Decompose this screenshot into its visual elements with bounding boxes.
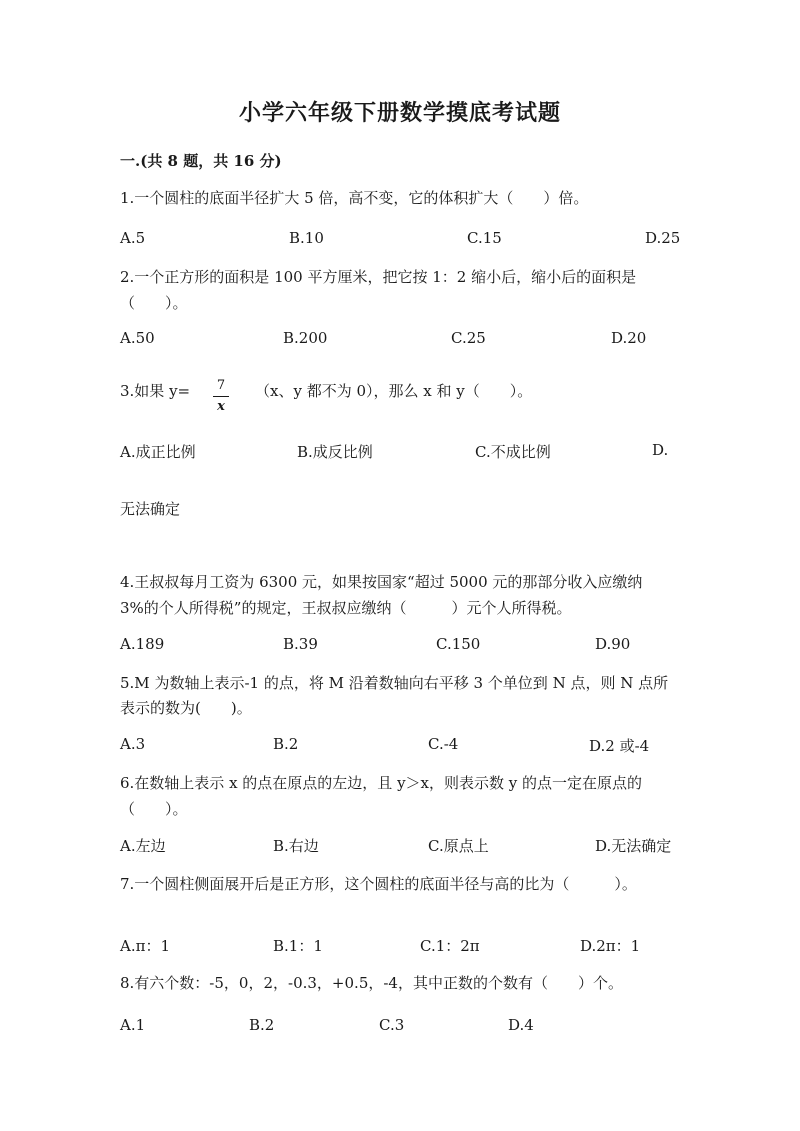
- option-a: A.左边: [120, 837, 166, 855]
- option-b: B.1：1: [273, 937, 323, 955]
- page-title: 小学六年级下册数学摸底考试题: [238, 101, 561, 126]
- option-d: D.90: [595, 635, 631, 653]
- option-d: D.20: [611, 329, 647, 347]
- option-a: A.50: [120, 329, 155, 347]
- fraction-numerator: 7: [216, 378, 226, 393]
- option-d: D.2π：1: [580, 937, 641, 955]
- option-d: D.: [652, 441, 669, 459]
- option-b: B.2: [249, 1016, 275, 1034]
- option-c: C.25: [451, 329, 486, 347]
- question-text: 2.一个正方形的面积是 100 平方厘米，把它按 1：2 缩小后，缩小后的面积是: [120, 268, 637, 286]
- option-b: B.200: [283, 329, 328, 347]
- option-a: A.π：1: [120, 937, 171, 955]
- option-c: C.15: [467, 229, 502, 247]
- fraction-denominator: x: [217, 399, 225, 414]
- option-b: B.右边: [273, 837, 319, 855]
- option-b: B.39: [283, 635, 318, 653]
- option-c: C.1：2π: [420, 937, 480, 955]
- option-d: D.4: [508, 1016, 534, 1034]
- option-a: A.3: [120, 735, 146, 753]
- question-text: 7.一个圆柱侧面展开后是正方形，这个圆柱的底面半径与高的比为（ ）。: [120, 875, 637, 893]
- question-text-continued: 3%的个人所得税”的规定，王叔叔应缴纳（ ）元个人所得税。: [120, 599, 572, 617]
- option-a: A.1: [120, 1016, 146, 1034]
- section-heading: 一.(共 8 题，共 16 分): [120, 152, 282, 170]
- question-text-continued: （ ）。: [120, 800, 188, 818]
- option-c: C.-4: [428, 735, 459, 753]
- option-a: A.5: [120, 229, 146, 247]
- option-d: D.无法确定: [595, 837, 672, 855]
- option-b: B.成反比例: [297, 443, 373, 461]
- option-c: C.不成比例: [475, 443, 551, 461]
- option-b: B.10: [289, 229, 324, 247]
- option-c: C.150: [436, 635, 481, 653]
- question-text-suffix: （x、y 都不为 0），那么 x 和 y（ ）。: [255, 382, 533, 400]
- option-a: A.189: [120, 635, 165, 653]
- option-b: B.2: [273, 735, 299, 753]
- question-text-continued: （ ）。: [120, 294, 188, 312]
- option-d: D.25: [645, 229, 681, 247]
- fraction-bar: [213, 396, 229, 397]
- question-text: 8.有六个数：-5，0，2，-0.3，+0.5，-4，其中正数的个数有（ ）个。: [120, 974, 623, 992]
- option-c: C.3: [379, 1016, 405, 1034]
- fraction: [213, 378, 229, 415]
- question-text: 6.在数轴上表示 x 的点在原点的左边，且 y＞x，则表示数 y 的点一定在原点的: [120, 774, 643, 792]
- question-text: 5.M 为数轴上表示-1 的点，将 M 沿着数轴向右平移 3 个单位到 N 点，则 N 点所: [120, 674, 669, 692]
- question-text-continued: 表示的数为( )。: [120, 699, 252, 717]
- question-text: 4.王叔叔每月工资为 6300 元，如果按国家“超过 5000 元的那部分收入应缴纳: [120, 573, 643, 591]
- option-d: D.2 或-4: [589, 737, 650, 755]
- question-text: 1.一个圆柱的底面半径扩大 5 倍，高不变，它的体积扩大（ ）倍。: [120, 189, 589, 207]
- option-d-continued: 无法确定: [120, 500, 181, 518]
- question-text: 3.如果 y=: [120, 382, 191, 400]
- option-c: C.原点上: [428, 837, 489, 855]
- option-a: A.成正比例: [120, 443, 196, 461]
